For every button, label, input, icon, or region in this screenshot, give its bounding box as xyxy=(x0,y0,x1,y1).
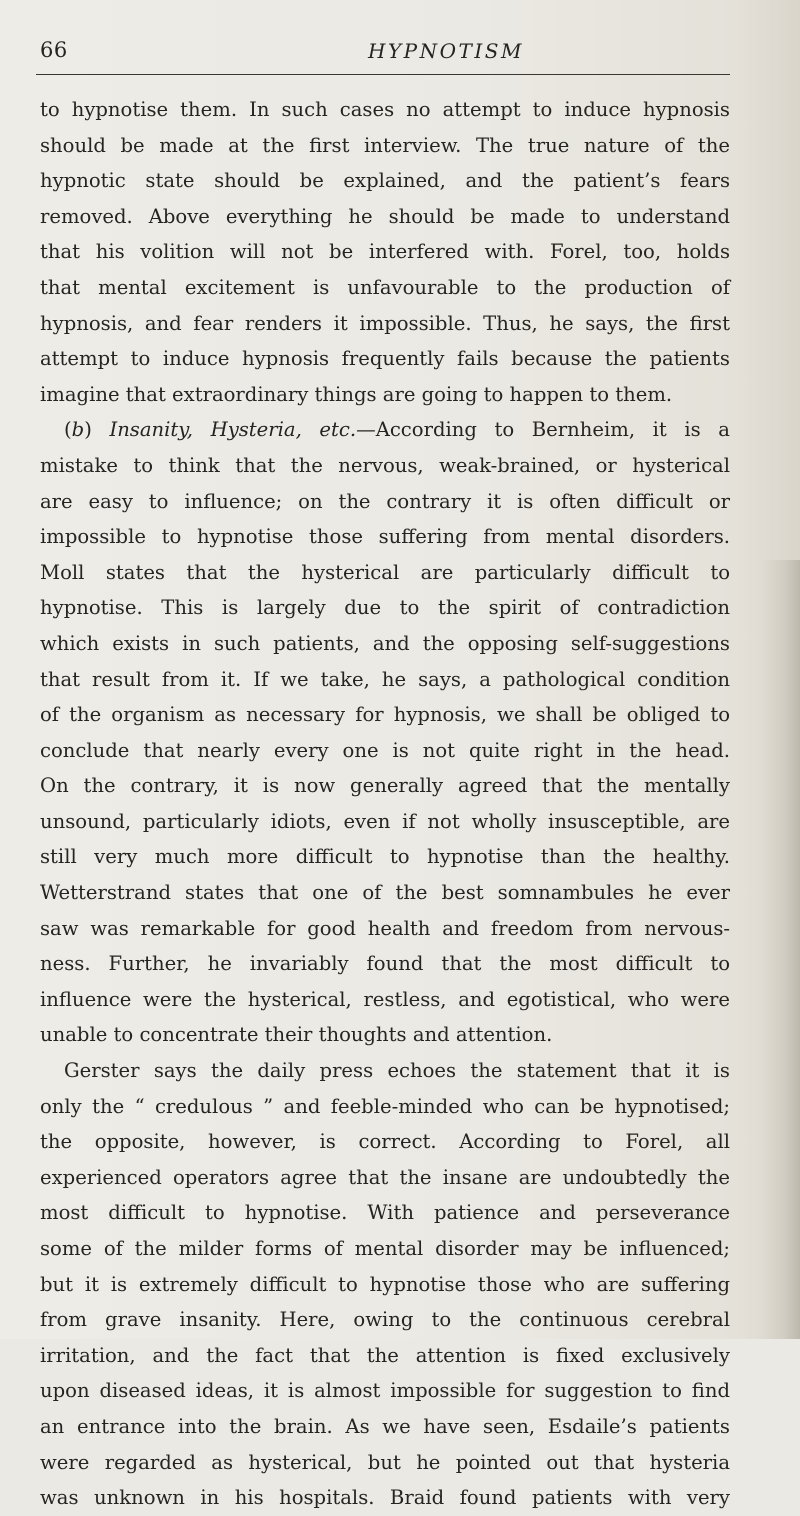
text-line: ness. Further, he invariably found that the most difficult to xyxy=(40,952,730,976)
text-line: most difficult to hypnotise. With patience and perseverance xyxy=(40,1201,730,1225)
text-line: hypnosis, and fear renders it impossible. Thus, he says, the first xyxy=(40,311,730,335)
text-line: that mental excitement is unfavourable to the production of xyxy=(40,275,730,299)
text-line: Wetterstrand states that one of the best somnambules he ever xyxy=(40,881,730,905)
text-line: only the “ credulous ” and feeble-minded who can be hypnotised; xyxy=(40,1094,730,1118)
running-head: HYPNOTISM xyxy=(368,39,524,63)
text-line: saw was remarkable for good health and freedom from nervous- xyxy=(40,916,730,940)
page-edge-shadow xyxy=(760,560,800,1339)
text-line: the opposite, however, is correct. According to Forel, all xyxy=(40,1130,730,1154)
text-line: experienced operators agree that the insane are undoubtedly the xyxy=(40,1165,730,1189)
page-number: 66 xyxy=(40,38,68,62)
body-text xyxy=(40,92,730,1516)
text-line: to hypnotise them. In such cases no attempt to induce hypnosis xyxy=(40,98,730,121)
header-rule xyxy=(36,74,730,75)
text-line: an entrance into the brain. As we have seen, Esdaile’s patients xyxy=(40,1414,730,1438)
text-line: unable to concentrate their thoughts and attention. xyxy=(40,1023,553,1047)
text-line: of the organism as necessary for hypnosis, we shall be obliged to xyxy=(40,703,730,727)
text-line: On the contrary, it is now generally agreed that the mentally xyxy=(40,774,730,798)
text-line: should be made at the first interview. The true nature of the xyxy=(40,133,730,157)
text-line: was unknown in his hospitals. Braid found patients with very xyxy=(40,1486,730,1510)
page-header xyxy=(40,36,770,76)
text-line: which exists in such patients, and the opposing self-suggestions xyxy=(40,631,730,655)
heading-paren-open: ( xyxy=(64,418,72,442)
text-line: unsound, particularly idiots, even if not wholly insusceptible, are xyxy=(40,809,730,833)
heading-paren-close: ) xyxy=(84,418,110,442)
text-line: upon diseased ideas, it is almost impossible for suggestion to find xyxy=(40,1379,730,1403)
text-line: Moll states that the hysterical are particularly difficult to xyxy=(40,560,730,584)
text-line: influence were the hysterical, restless, and egotistical, who were xyxy=(40,987,730,1011)
text-line: hypnotise. This is largely due to the spirit of contradiction xyxy=(40,596,730,620)
text-line: that his volition will not be interfered with. Forel, too, holds xyxy=(40,240,730,264)
text-line: still very much more difficult to hypnotise than the healthy. xyxy=(40,845,730,869)
heading-text: —According to Bernheim, it is a xyxy=(356,418,730,442)
text-line: were regarded as hysterical, but he pointed out that hysteria xyxy=(40,1450,730,1474)
text-line: conclude that nearly every one is not quite right in the head. xyxy=(40,738,730,762)
section-heading-line xyxy=(40,412,730,448)
text-line: hypnotic state should be explained, and the patient’s fears xyxy=(40,169,730,193)
text-line: irritation, and the fact that the attention is fixed exclusively xyxy=(40,1343,730,1367)
text-line: impossible to hypnotise those suffering from mental disorders. xyxy=(40,525,730,549)
text-line: that result from it. If we take, he says, a pathological condition xyxy=(40,667,730,691)
text-line: are easy to influence; on the contrary it is often difficult or xyxy=(40,489,730,513)
text-line: mistake to think that the nervous, weak-brained, or hysterical xyxy=(40,453,730,477)
text-line: from grave insanity. Here, owing to the continuous cerebral xyxy=(40,1308,730,1332)
text-line: removed. Above everything he should be made to understand xyxy=(40,204,730,228)
text-line: Gerster says the daily press echoes the statement that it is xyxy=(64,1059,730,1083)
text-line: some of the milder forms of mental disorder may be influenced; xyxy=(40,1237,730,1260)
text-line: but it is extremely difficult to hypnotise those who are suffering xyxy=(40,1272,730,1296)
heading-title: Insanity, Hysteria, etc. xyxy=(109,418,357,442)
text-line: imagine that extraordinary things are going to happen to them. xyxy=(40,382,673,406)
heading-letter: b xyxy=(71,418,85,442)
text-line: attempt to induce hypnosis frequently fails because the patients xyxy=(40,347,730,371)
